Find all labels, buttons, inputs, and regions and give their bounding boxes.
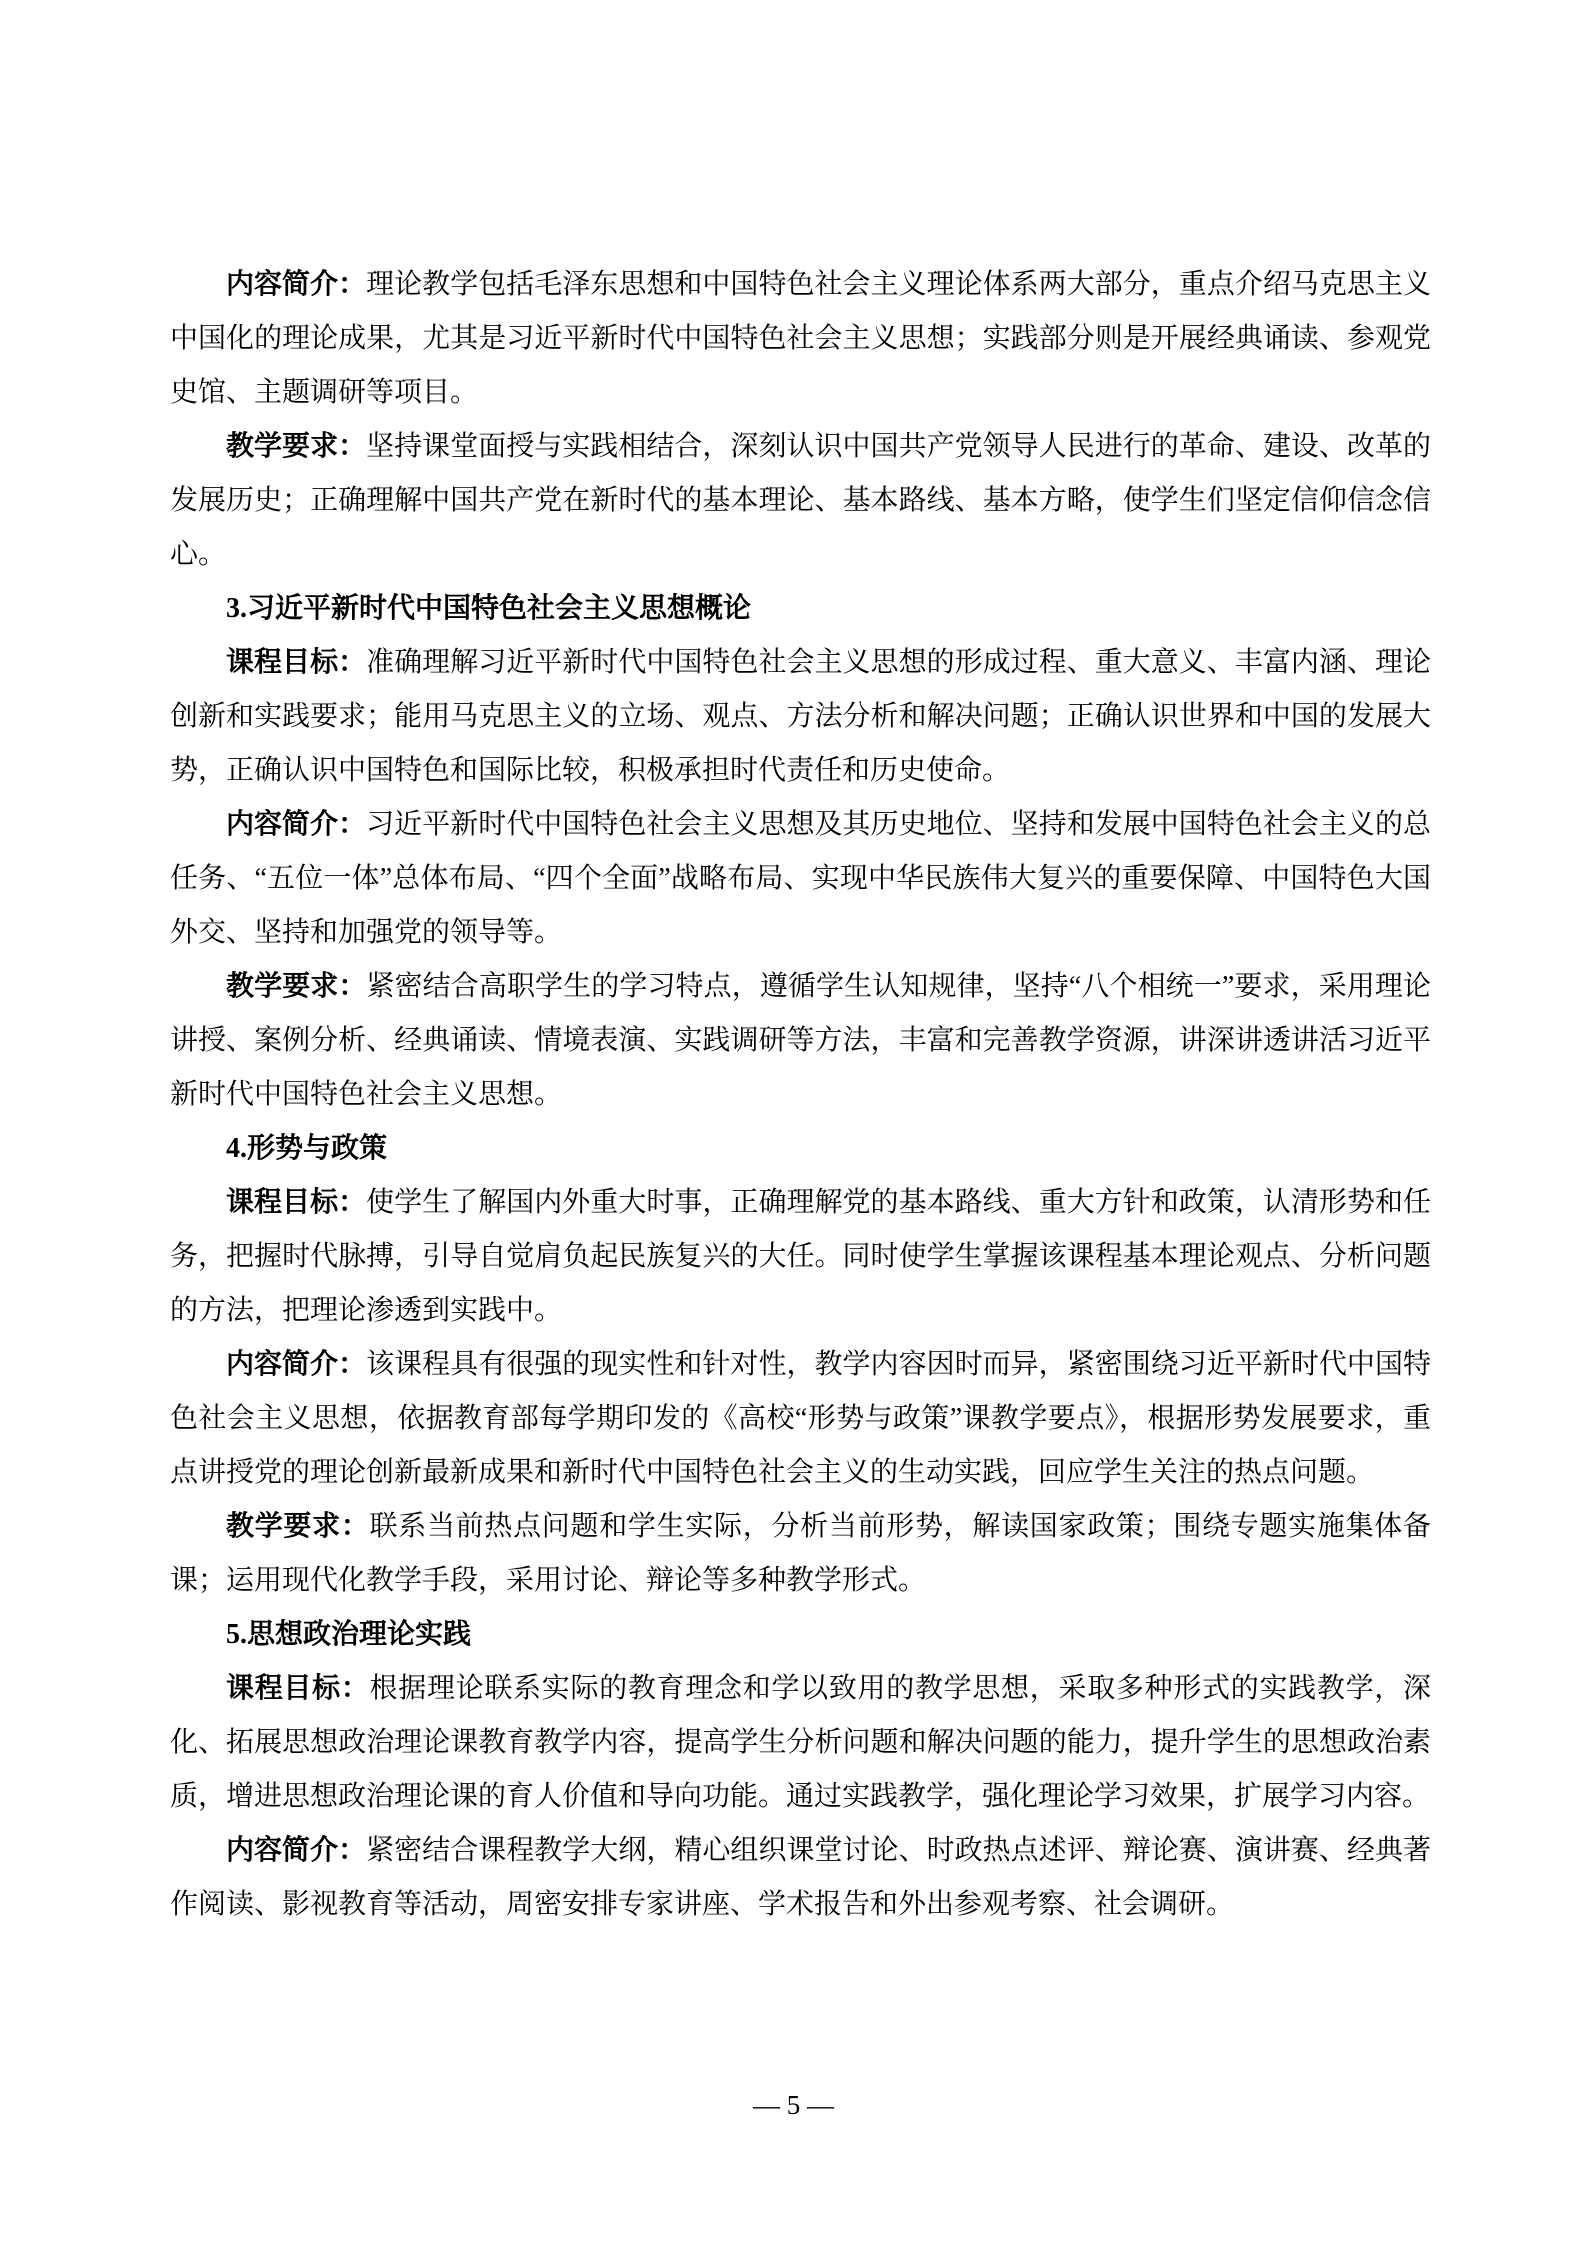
paragraph-label: 课程目标： [226, 1187, 367, 1218]
section-heading-4: 4.形势与政策 [226, 1133, 388, 1164]
paragraph-text: 理论教学包括毛泽东思想和中国特色社会主义理论体系两大部分，重点介绍马克思主义中国化的理论成果，尤其是习近平新时代中国特色社会主义思想；实践部分则是开展经典诵读、参观党史馆、主题调研等项目。 [170, 269, 1431, 408]
paragraph-text: 使学生了解国内外重大时事，正确理解党的基本路线、重大方针和政策，认清形势和任务，把握时代脉搏，引导自觉肩负起民族复兴的大任。同时使学生掌握该课程基本理论观点、分析问题的方法，把理论渗透到实践中。 [170, 1187, 1431, 1326]
paragraph-label: 教学要求： [226, 431, 367, 462]
paragraph-label: 内容简介： [226, 269, 367, 300]
paragraph-course-goal-5 [170, 1662, 1431, 1824]
paragraph-label: 课程目标： [226, 647, 367, 678]
page-footer [0, 2088, 1587, 2122]
paragraph-text: 坚持课堂面授与实践相结合，深刻认识中国共产党领导人民进行的革命、建设、改革的发展历史；正确理解中国共产党在新时代的基本理论、基本路线、基本方略，使学生们坚定信仰信念信心。 [170, 431, 1431, 570]
paragraph-content-intro-1 [170, 258, 1431, 420]
paragraph-course-goal-4 [170, 1176, 1431, 1338]
paragraph-label: 内容简介： [226, 1835, 367, 1866]
paragraph-text: 紧密结合课程教学大纲，精心组织课堂讨论、时政热点述评、辩论赛、演讲赛、经典著作阅读、影视教育等活动，周密安排专家讲座、学术报告和外出参观考察、社会调研。 [170, 1835, 1431, 1920]
page-number: — 5 — [753, 2090, 834, 2120]
paragraph-label: 内容简介： [226, 1349, 367, 1380]
paragraph-label: 教学要求： [226, 971, 367, 1002]
paragraph-teaching-req-3 [170, 960, 1431, 1122]
section-heading-3: 3.习近平新时代中国特色社会主义思想概论 [226, 593, 752, 624]
paragraph-label: 课程目标： [226, 1673, 370, 1704]
paragraph-teaching-req-4 [170, 1500, 1431, 1608]
paragraph-teaching-req-1 [170, 420, 1431, 582]
paragraph-label: 内容简介： [226, 809, 367, 840]
paragraph-text: 习近平新时代中国特色社会主义思想及其历史地位、坚持和发展中国特色社会主义的总任务、“五位一体”总体布局、“四个全面”战略布局、实现中华民族伟大复兴的重要保障、中国特色大国外交、坚持和加强党的领导等。 [170, 809, 1431, 948]
paragraph-text: 准确理解习近平新时代中国特色社会主义思想的形成过程、重大意义、丰富内涵、理论创新和实践要求；能用马克思主义的立场、观点、方法分析和解决问题；正确认识世界和中国的发展大势，正确认识中国特色和国际比较，积极承担时代责任和历史使命。 [170, 647, 1431, 786]
section-heading-5: 5.思想政治理论实践 [226, 1619, 472, 1650]
paragraph-course-goal-3 [170, 636, 1431, 798]
paragraph-content-intro-4 [170, 1338, 1431, 1500]
paragraph-content-intro-3 [170, 798, 1431, 960]
document-body [170, 258, 1431, 1932]
paragraph-content-intro-5 [170, 1824, 1431, 1932]
paragraph-text: 该课程具有很强的现实性和针对性，教学内容因时而异，紧密围绕习近平新时代中国特色社会主义思想，依据教育部每学期印发的《高校“形势与政策”课教学要点》，根据形势发展要求，重点讲授党的理论创新最新成果和新时代中国特色社会主义的生动实践，回应学生关注的热点问题。 [170, 1349, 1431, 1488]
paragraph-text: 根据理论联系实际的教育理念和学以致用的教学思想，采取多种形式的实践教学，深化、拓展思想政治理论课教育教学内容，提高学生分析问题和解决问题的能力，提升学生的思想政治素质，增进思想政治理论课的育人价值和导向功能。通过实践教学，强化理论学习效果，扩展学习内容。 [170, 1673, 1431, 1812]
paragraph-label: 教学要求： [226, 1511, 370, 1542]
paragraph-text: 紧密结合高职学生的学习特点，遵循学生认知规律，坚持“八个相统一”要求，采用理论讲授、案例分析、经典诵读、情境表演、实践调研等方法，丰富和完善教学资源，讲深讲透讲活习近平新时代中国特色社会主义思想。 [170, 971, 1431, 1110]
paragraph-text: 联系当前热点问题和学生实际，分析当前形势，解读国家政策；围绕专题实施集体备课；运用现代化教学手段，采用讨论、辩论等多种教学形式。 [170, 1511, 1431, 1596]
